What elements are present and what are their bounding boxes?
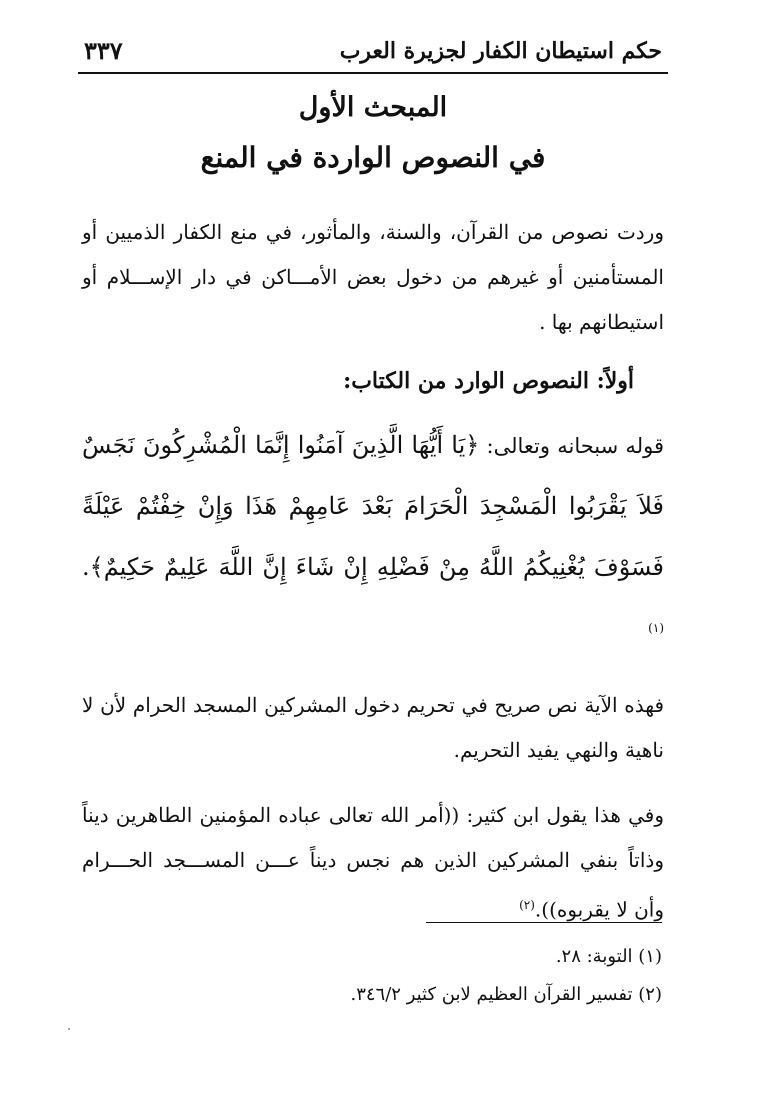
section-subtitle: في النصوص الواردة في المنع xyxy=(200,141,546,174)
quran-verse: ﴿يَا أَيُّهَا الَّذِينَ آمَنُوا إِنَّمَا الْمُشْرِكُونَ نَجَسٌ فَلاَ يَقْرَبُوا الْمَسْجِدَ الْحَرَامَ بَعْدَ عَامِهِمْ هَذَا وَإِنْ خِفْتُمْ عَيْلَةً فَسَوْفَ يُغْنِيكُمُ اللَّهُ مِنْ فَضْلِهِ إِنْ شَاءَ إِنَّ اللَّهَ عَلِيمٌ حَكِيمٌ﴾. xyxy=(82,431,664,581)
running-title: حكم استيطان الكفار لجزيرة العرب xyxy=(339,38,662,64)
footnote-divider xyxy=(426,922,662,923)
footnote-ref-1: (١) xyxy=(648,621,664,635)
book-page xyxy=(78,34,668,1074)
intro-paragraph: وردت نصوص من القرآن، والسنة، والمأثور، في منع الكفار الذميين أو المستأمنين أو غيرهم من دخول بعض الأمـــاكن في دار الإســـلام أو استيطانهم بها . xyxy=(82,220,664,334)
footnotes xyxy=(82,938,662,1014)
footnote-1: (١) التوبة: ٢٨. xyxy=(555,946,662,967)
footnote-2: (٢) تفسير القرآن العظيم لابن كثير ٣٤٦/٢. xyxy=(350,984,662,1005)
footnote-ref-2: (٢) xyxy=(519,898,535,912)
scan-speck xyxy=(68,1028,70,1030)
ibn-kathir-quote: وفي هذا يقول ابن كثير: ((أمر الله تعالى عباده المؤمنين الطاهرين ديناً وذاتاً بنفي المشركين الذين هم نجس ديناً عـــن المســـجد الحـــرام وأن لا يقربوه)). xyxy=(82,803,664,922)
page-header xyxy=(78,34,668,74)
page-number: ٣٣٧ xyxy=(84,36,123,65)
sub-heading: أولاً: النصوص الوارد من الكتاب: xyxy=(343,368,634,394)
section-title: المبحث الأول xyxy=(298,92,448,123)
explanation-paragraph: فهذه الآية نص صريح في تحريم دخول المشركين المسجد الحرام لأن لا ناهية والنهي يفيد التحريم. xyxy=(82,693,664,762)
quran-paragraph xyxy=(78,415,668,663)
ibn-kathir-paragraph xyxy=(78,793,668,933)
quran-lead: قوله سبحانه وتعالى: xyxy=(486,434,664,458)
